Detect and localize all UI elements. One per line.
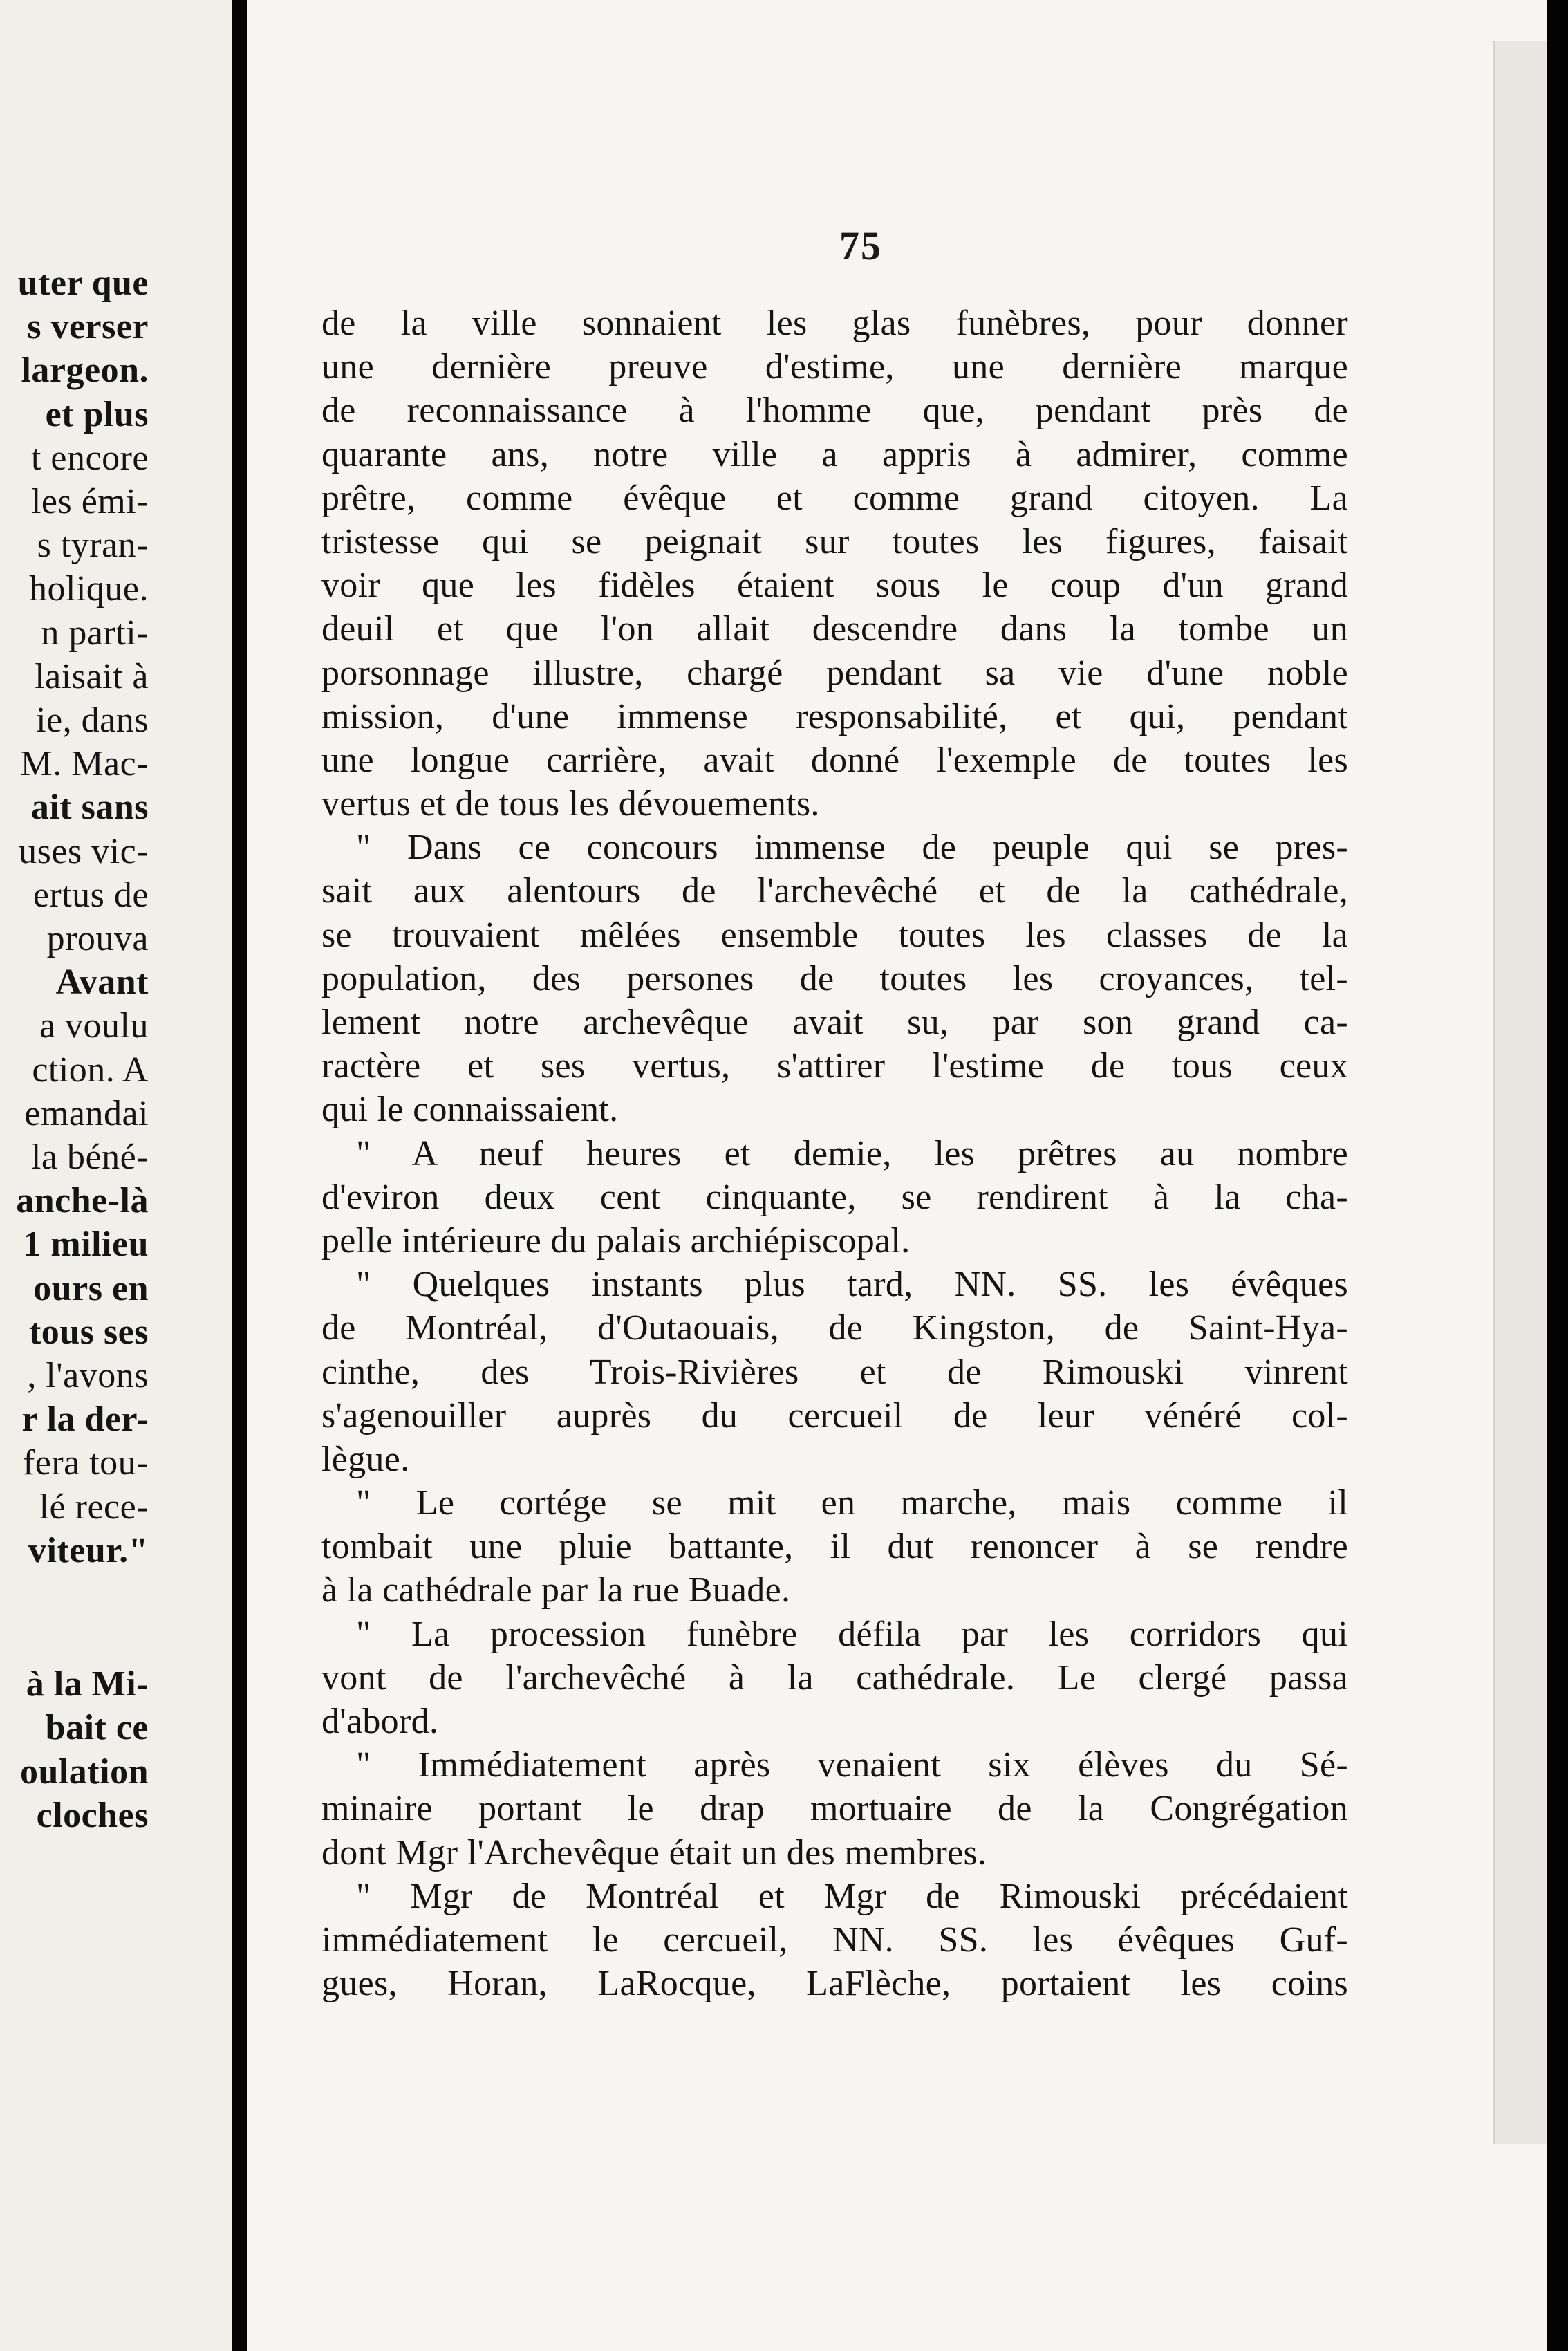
facing-page-line: tous ses	[28, 1312, 149, 1352]
text-line: gues, Horan, LaRocque, LaFlèche, portaient les coins	[321, 1964, 1348, 2004]
text-line: tristesse qui se peignait sur toutes les figures, faisait	[321, 521, 1348, 561]
text-line: sait aux alentours de l'archevêché et de la cathédrale,	[321, 871, 1348, 911]
text-line: " Mgr de Montréal et Mgr de Rimouski précédaient	[356, 1876, 1348, 1916]
text-line: qui le connaissaient.	[321, 1090, 619, 1130]
text-line: dont Mgr l'Archevêque était un des membres.	[321, 1832, 987, 1873]
facing-page-line: , l'avons	[27, 1356, 149, 1396]
facing-page-gap	[0, 1572, 149, 1662]
facing-page-line: cloches	[36, 1795, 149, 1835]
facing-page-line: r la der-	[21, 1400, 149, 1440]
book-gutter	[232, 0, 247, 2351]
facing-page-line: M. Mac-	[20, 744, 149, 784]
facing-page-line: s verser	[27, 307, 149, 347]
facing-page-line: laisait à	[35, 656, 149, 696]
text-line: de Montréal, d'Outaouais, de Kingston, de Saint-Hya-	[321, 1308, 1348, 1348]
facing-page-line: a voulu	[39, 1006, 149, 1046]
text-line: prêtre, comme évêque et comme grand citoyen. La	[321, 478, 1348, 518]
text-line: cinthe, des Trois-Rivières et de Rimouski vinrent	[321, 1352, 1348, 1392]
facing-page-text	[0, 261, 149, 1837]
text-line: vont de l'archevêché à la cathédrale. Le clergé passa	[321, 1657, 1348, 1698]
text-line: s'agenouiller auprès du cercueil de leur vénéré col-	[321, 1395, 1348, 1435]
facing-page-line: ours en	[33, 1268, 149, 1308]
text-line: " Dans ce concours immense de peuple qui se pres-	[356, 828, 1348, 868]
book-page	[247, 0, 1547, 2351]
facing-page-line: emandai	[24, 1093, 149, 1133]
facing-page-line: les émi-	[30, 482, 149, 522]
text-line: " Immédiatement après venaient six élèves du Sé-	[356, 1745, 1348, 1785]
facing-page-line: 1 milieu	[23, 1225, 149, 1265]
facing-page-line: n parti-	[41, 613, 149, 653]
text-line: minaire portant le drap mortuaire de la Congrégation	[321, 1789, 1348, 1829]
text-line: " A neuf heures et demie, les prêtres au nombre	[356, 1133, 1348, 1173]
text-line: tombait une pluie battante, il dut renoncer à se rendre	[321, 1527, 1348, 1567]
facing-page-line: uter que	[17, 263, 149, 303]
text-line: de reconnaissance à l'homme que, pendant près de	[321, 391, 1348, 431]
text-line: d'eviron deux cent cinquante, se rendirent à la cha-	[321, 1177, 1348, 1217]
text-line: population, des persones de toutes les croyances, tel-	[321, 958, 1348, 998]
facing-page-line: lé rece-	[39, 1487, 149, 1527]
facing-page-line: ie, dans	[36, 700, 149, 741]
page-edge	[1493, 41, 1547, 2144]
facing-page-line: holique.	[29, 569, 149, 609]
text-line: quarante ans, notre ville a appris à admirer, comme	[321, 434, 1348, 474]
text-line: une dernière preuve d'estime, une dernière marque	[321, 347, 1348, 387]
facing-page-line: ction. A	[32, 1050, 149, 1090]
text-line: vertus et de tous les dévouements.	[321, 784, 820, 824]
text-line: se trouvaient mêlées ensemble toutes les classes de la	[321, 915, 1348, 955]
facing-page-line: anche-là	[16, 1181, 149, 1221]
facing-page	[0, 0, 232, 2351]
text-line: mission, d'une immense responsabilité, et qui, pendant	[321, 696, 1348, 736]
page-body-text	[321, 301, 1348, 2005]
text-line: à la cathédrale par la rue Buade.	[321, 1570, 791, 1610]
text-line: de la ville sonnaient les glas funèbres, pour donner	[321, 304, 1348, 343]
facing-page-line: à la Mi-	[26, 1664, 149, 1704]
text-line: pelle intérieure du palais archiépiscopal.	[321, 1220, 911, 1261]
facing-page-line: uses vic-	[19, 831, 149, 871]
text-line: voir que les fidèles étaient sous le coup d'un grand	[321, 566, 1348, 606]
text-line: " La procession funèbre défila par les corridors qui	[356, 1614, 1348, 1654]
facing-page-line: la béné-	[30, 1137, 149, 1178]
facing-page-line: Avant	[55, 963, 149, 1003]
text-line: une longue carrière, avait donné l'exemple de toutes les	[321, 740, 1348, 780]
text-line: " Quelques instants plus tard, NN. SS. les évêques	[356, 1265, 1348, 1305]
text-line: deuil et que l'on allait descendre dans la tombe un	[321, 609, 1348, 649]
text-line: lègue.	[321, 1439, 410, 1479]
text-line: lement notre archevêque avait su, par son grand ca-	[321, 1003, 1348, 1042]
text-line: ractère et ses vertus, s'attirer l'estime de tous ceux	[321, 1046, 1348, 1086]
facing-page-line: t encore	[30, 438, 149, 478]
facing-page-line: oulation	[19, 1751, 149, 1792]
facing-page-line: ait sans	[30, 788, 149, 828]
text-line: d'abord.	[321, 1702, 439, 1741]
facing-page-line: prouva	[46, 919, 149, 959]
facing-page-line: ertus de	[32, 875, 149, 915]
text-line: porsonnage illustre, chargé pendant sa vie d'une noble	[321, 653, 1348, 693]
facing-page-line: s tyran-	[37, 526, 149, 566]
text-line: immédiatement le cercueil, NN. SS. les évêques Guf-	[321, 1920, 1348, 1960]
facing-page-line: largeon.	[21, 351, 149, 391]
page-number: 75	[839, 223, 882, 268]
facing-page-line: bait ce	[45, 1708, 149, 1748]
facing-page-line: et plus	[45, 394, 149, 434]
text-line: " Le cortége se mit en marche, mais comme il	[356, 1483, 1348, 1523]
facing-page-line: fera tou-	[22, 1443, 149, 1483]
facing-page-line: viteur."	[28, 1530, 149, 1570]
